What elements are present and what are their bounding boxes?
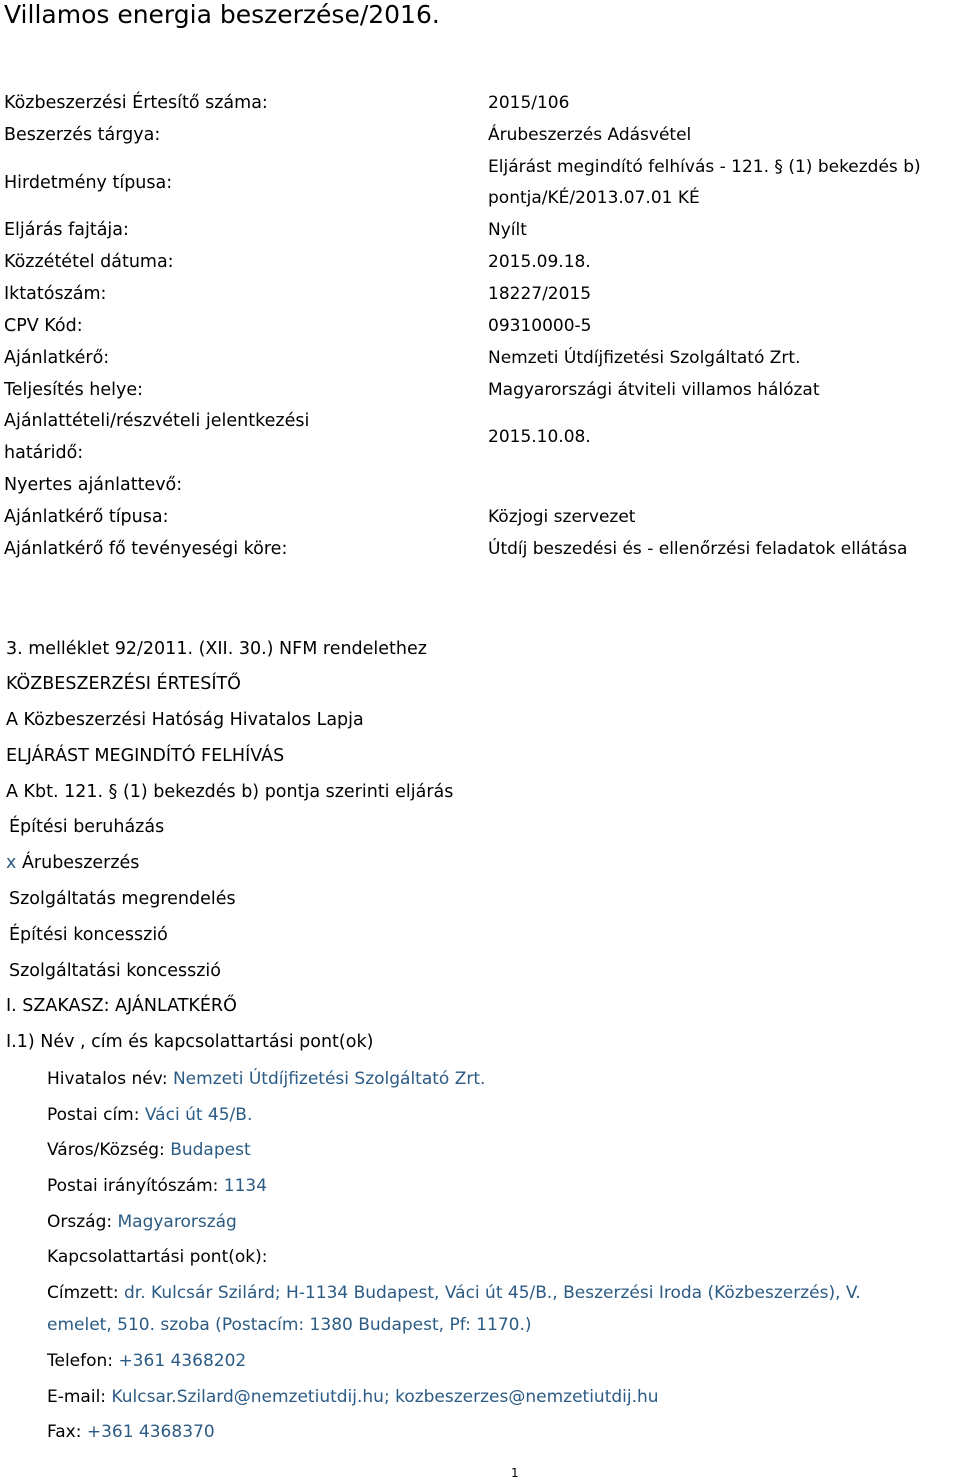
value-main-activity: Útdíj beszedési és - ellenőrzési feladatok ellátása xyxy=(488,539,908,559)
annex-reference: 3. melléklet 92/2011. (XII. 30.) NFM rendelethez xyxy=(6,639,427,659)
contract-type-item xyxy=(9,888,236,910)
label-procedure-kind: Eljárás fajtája: xyxy=(4,220,129,240)
contract-type-item xyxy=(6,852,139,874)
postal-address-row xyxy=(47,1104,252,1126)
phone-label: Telefon: xyxy=(47,1351,119,1371)
email-value[interactable]: Kulcsar.Szilard@nemzetiutdij.hu; kozbeszerzes@nemzetiutdij.hu xyxy=(111,1387,659,1407)
official-name-value: Nemzeti Útdíjfizetési Szolgáltató Zrt. xyxy=(172,1069,486,1089)
label-contracting-authority: Ajánlatkérő: xyxy=(4,348,110,368)
page-number: 1 xyxy=(511,1466,519,1480)
value-deadline: 2015.10.08. xyxy=(488,427,591,447)
contract-type-item xyxy=(9,960,221,982)
contract-type-label: Árubeszerzés xyxy=(21,853,140,873)
document-title: Villamos energia beszerzése/2016. xyxy=(4,0,440,29)
label-authority-type: Ajánlatkérő típusa: xyxy=(4,507,169,527)
label-gazette-number: Közbeszerzési Értesítő száma: xyxy=(4,93,268,113)
phone-value: +361 4368202 xyxy=(118,1351,247,1371)
town-label: Város/Község: xyxy=(47,1140,171,1160)
email-label: E-mail: xyxy=(47,1387,112,1407)
fax-value: +361 4368370 xyxy=(86,1422,215,1442)
label-subject: Beszerzés tárgya: xyxy=(4,125,161,145)
contract-type-label: Szolgáltatás megrendelés xyxy=(9,889,236,909)
value-subject: Árubeszerzés Adásvétel xyxy=(488,125,692,145)
postal-code-label: Postai irányítószám: xyxy=(47,1176,224,1196)
label-notice-type: Hirdetmény típusa: xyxy=(4,173,173,193)
contract-type-label: Építési beruházás xyxy=(9,817,165,837)
town-value: Budapest xyxy=(170,1140,251,1160)
fax-label: Fax: xyxy=(47,1422,87,1442)
postal-address-value: Váci út 45/B. xyxy=(144,1105,253,1125)
value-contracting-authority: Nemzeti Útdíjfizetési Szolgáltató Zrt. xyxy=(488,348,801,368)
country-label: Ország: xyxy=(47,1212,118,1232)
phone-row xyxy=(47,1350,246,1372)
label-publish-date: Közzététel dátuma: xyxy=(4,252,174,272)
authority-name: A Közbeszerzési Hatóság Hivatalos Lapja xyxy=(6,710,364,730)
official-name-row xyxy=(47,1068,485,1090)
value-gazette-number: 2015/106 xyxy=(488,93,570,113)
postal-code-row xyxy=(47,1175,267,1197)
addressee-row xyxy=(47,1282,861,1304)
fax-row xyxy=(47,1421,215,1443)
email-row xyxy=(47,1386,659,1408)
country-value: Magyarország xyxy=(117,1212,237,1232)
country-row xyxy=(47,1211,237,1233)
town-row xyxy=(47,1139,251,1161)
postal-address-label: Postai cím: xyxy=(47,1105,145,1125)
label-deadline-line1: Ajánlattételi/részvételi jelentkezési xyxy=(4,411,310,431)
value-publish-date: 2015.09.18. xyxy=(488,252,591,272)
label-deadline-line2: határidő: xyxy=(4,443,84,463)
contract-type-item xyxy=(9,924,168,946)
addressee-value-line1: dr. Kulcsár Szilárd; H-1134 Budapest, Váci út 45/B., Beszerzési Iroda (Közbeszerzés), V. xyxy=(124,1283,861,1303)
contact-points-label: Kapcsolattartási pont(ok): xyxy=(47,1247,268,1267)
label-cpv-code: CPV Kód: xyxy=(4,316,83,336)
addressee-label: Címzett: xyxy=(47,1283,124,1303)
value-reference-number: 18227/2015 xyxy=(488,284,592,304)
postal-code-value: 1134 xyxy=(223,1176,268,1196)
contract-type-label: Építési koncesszió xyxy=(9,925,168,945)
addressee-value-line2: emelet, 510. szoba (Postacím: 1380 Budapest, Pf: 1170.) xyxy=(47,1315,532,1335)
official-name-label: Hivatalos név: xyxy=(47,1069,173,1089)
value-cpv-code: 09310000-5 xyxy=(488,316,592,336)
contract-type-label: Szolgáltatási koncesszió xyxy=(9,961,221,981)
value-procedure-kind: Nyílt xyxy=(488,220,527,240)
value-notice-type-line2: pontja/KÉ/2013.07.01 KÉ xyxy=(488,188,700,208)
contract-type-item xyxy=(9,816,164,838)
selection-mark: x xyxy=(6,853,17,873)
label-main-activity: Ajánlatkérő fő tevényeségi köre: xyxy=(4,539,288,559)
subsection-title: I.1) Név , cím és kapcsolattartási pont(ok) xyxy=(6,1032,374,1052)
label-winning-tenderer: Nyertes ajánlattevő: xyxy=(4,475,183,495)
section-title: I. SZAKASZ: AJÁNLATKÉRŐ xyxy=(6,996,237,1016)
value-place-of-performance: Magyarországi átviteli villamos hálózat xyxy=(488,380,820,400)
label-reference-number: Iktatószám: xyxy=(4,284,107,304)
value-notice-type-line1: Eljárást megindító felhívás - 121. § (1) bekezdés b) xyxy=(488,157,921,177)
gazette-name: KÖZBESZERZÉSI ÉRTESÍTŐ xyxy=(6,674,241,694)
value-authority-type: Közjogi szervezet xyxy=(488,507,636,527)
notice-type-heading: ELJÁRÁST MEGINDÍTÓ FELHÍVÁS xyxy=(6,746,285,766)
label-place-of-performance: Teljesítés helye: xyxy=(4,380,144,400)
procedure-basis: A Kbt. 121. § (1) bekezdés b) pontja szerinti eljárás xyxy=(6,782,454,802)
